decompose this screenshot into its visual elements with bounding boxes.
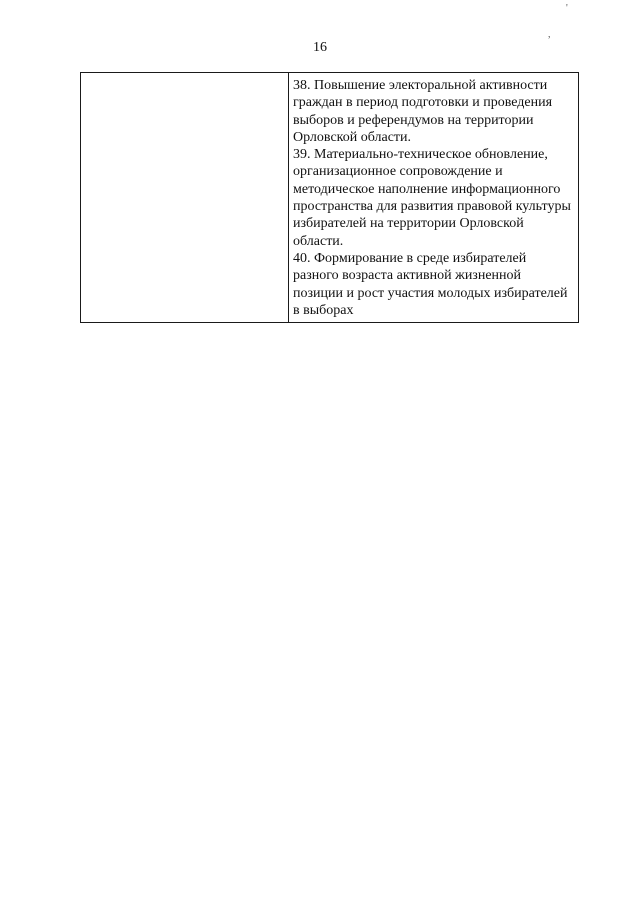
corner-mark: , [548, 29, 551, 40]
list-item: 40. Формирование в среде избирателей разного возраста активной жизненной позиции и рост участия молодых избирателей в выборах [293, 250, 568, 318]
table-cell-items [289, 73, 579, 323]
list-item: 38. Повышение электоральной активности граждан в период подготовки и проведения выборов и референдумов на территории Орловской области. [293, 78, 553, 145]
page-number: 16 [313, 40, 327, 55]
corner-mark: ' [566, 3, 568, 14]
document-table [80, 72, 579, 323]
table-row [81, 73, 579, 323]
table-cell-empty [81, 73, 289, 323]
list-item: 39. Материально-техническое обновление, организационное сопровождение и методическое наполнение информационного пространства для развития правовой культуры избирателей на территории Орловской области. [293, 147, 571, 249]
